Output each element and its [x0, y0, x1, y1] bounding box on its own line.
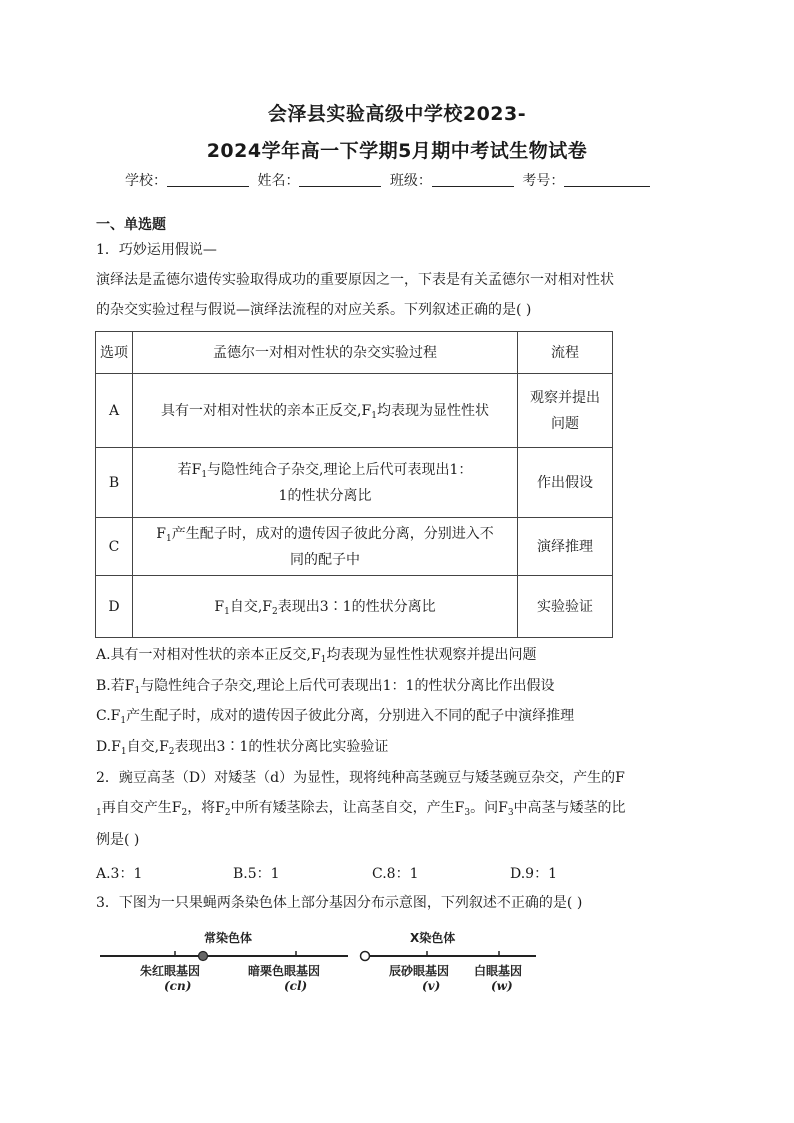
q2-option-a[interactable]: A.3：1: [96, 866, 143, 882]
q2-line1: 2．豌豆高茎（D）对矮茎（d）为显性，现将纯种高茎豌豆与矮茎豌豆杂交，产生的F: [96, 770, 625, 786]
gene-w-symbol: (w): [491, 979, 513, 993]
name-blank[interactable]: [299, 172, 381, 187]
student-info-row: [125, 170, 654, 190]
row-process: 若$F_1$与隐性纯合子杂交,理论上后代可表现出1： 1的性状分离比: [133, 448, 518, 518]
school-blank[interactable]: [167, 172, 249, 187]
class-label: 班级：: [389, 173, 432, 189]
q1-line2: 演绎法是孟德尔遗传实验取得成功的重要原因之一，下表是有关孟德尔一对相对性状: [96, 272, 614, 288]
chromosome-diagram: [96, 925, 546, 1005]
row-process: $F_1$自交$,F_2$表现出3∶1的性状分离比: [133, 576, 518, 638]
row-flow: 实验验证: [518, 576, 613, 638]
table-row: [96, 374, 613, 448]
autosome-centromere: [199, 952, 208, 961]
table-row: [96, 576, 613, 638]
table-header-row: [96, 332, 613, 374]
table-row: [96, 448, 613, 518]
class-blank[interactable]: [432, 172, 514, 187]
header-flow: 流程: [518, 332, 613, 374]
row-option: B: [96, 448, 133, 518]
x-centromere: [361, 952, 370, 961]
q1-option-b[interactable]: B.若$F_1$与隐性纯合子杂交,理论上后代可表现出1：1的性状分离比作出假设: [96, 678, 555, 696]
x-chromosome-label: X染色体: [410, 931, 456, 945]
name-label: 姓名：: [257, 173, 300, 189]
gene-v-symbol: (v): [422, 979, 441, 993]
row-process: 具有一对相对性状的亲本正反交$,F_1$均表现为显性性状: [133, 374, 518, 448]
exam-title-line1: 会泽县实验高级中学校2023-: [267, 103, 527, 125]
gene-w-label: 白眼基因: [474, 964, 523, 978]
q1-option-c[interactable]: $C.F_1$产生配子时，成对的遗传因子彼此分离，分别进入不同的配子中演绎推理: [96, 708, 575, 726]
autosome-label: 常染色体: [204, 931, 253, 945]
q1-table: [95, 331, 613, 638]
row-option: D: [96, 576, 133, 638]
q1-option-d[interactable]: $D.F_1$自交$,F_2$表现出3∶1的性状分离比实验验证: [96, 739, 389, 757]
section-title: 一、单选题: [96, 217, 166, 233]
gene-cl-symbol: (cl): [284, 979, 308, 993]
header-process: 孟德尔一对相对性状的杂交实验过程: [133, 332, 518, 374]
q1-line1: 1．巧妙运用假说—: [96, 242, 217, 258]
row-option: C: [96, 518, 133, 576]
row-process: $F_1$产生配子时，成对的遗传因子彼此分离，分别进入不 同的配子中: [133, 518, 518, 576]
exam-no-blank[interactable]: [564, 172, 650, 187]
q2-option-d[interactable]: D.9：1: [510, 866, 557, 882]
row-flow: 作出假设: [518, 448, 613, 518]
exam-no-label: 考号：: [522, 173, 565, 189]
q1-option-a[interactable]: A.具有一对相对性状的亲本正反交$,F_1$均表现为显性性状观察并提出问题: [96, 647, 537, 665]
school-label: 学校：: [125, 173, 167, 189]
q3-text: 3．下图为一只果蝇两条染色体上部分基因分布示意图，下列叙述不正确的是( ): [96, 895, 583, 911]
gene-v-label: 辰砂眼基因: [389, 964, 450, 978]
row-option: A: [96, 374, 133, 448]
row-flow: 演绎推理: [518, 518, 613, 576]
header-option: 选项: [96, 332, 133, 374]
gene-cl-label: 暗栗色眼基因: [248, 964, 321, 978]
q2-line2: $_1$再自交产生$F_2$，将$F_2$中所有矮茎除去，让高茎自交，产生$F_3$。问$F_3$中高茎与矮茎的比: [96, 800, 626, 818]
exam-title-line2: 2024学年高一下学期5月期中考试生物试卷: [206, 140, 588, 162]
table-row: [96, 518, 613, 576]
gene-cn-label: 朱红眼基因: [140, 964, 201, 978]
row-flow: 观察并提出 问题: [518, 374, 613, 448]
q1-line3: 的杂交实验过程与假说—演绎法流程的对应关系。下列叙述正确的是( ): [96, 302, 532, 318]
q2-option-b[interactable]: B.5：1: [233, 866, 280, 882]
gene-cn-symbol: (cn): [164, 979, 192, 993]
q2-line3: 例是( ): [96, 832, 140, 848]
q2-option-c[interactable]: C.8：1: [372, 866, 419, 882]
